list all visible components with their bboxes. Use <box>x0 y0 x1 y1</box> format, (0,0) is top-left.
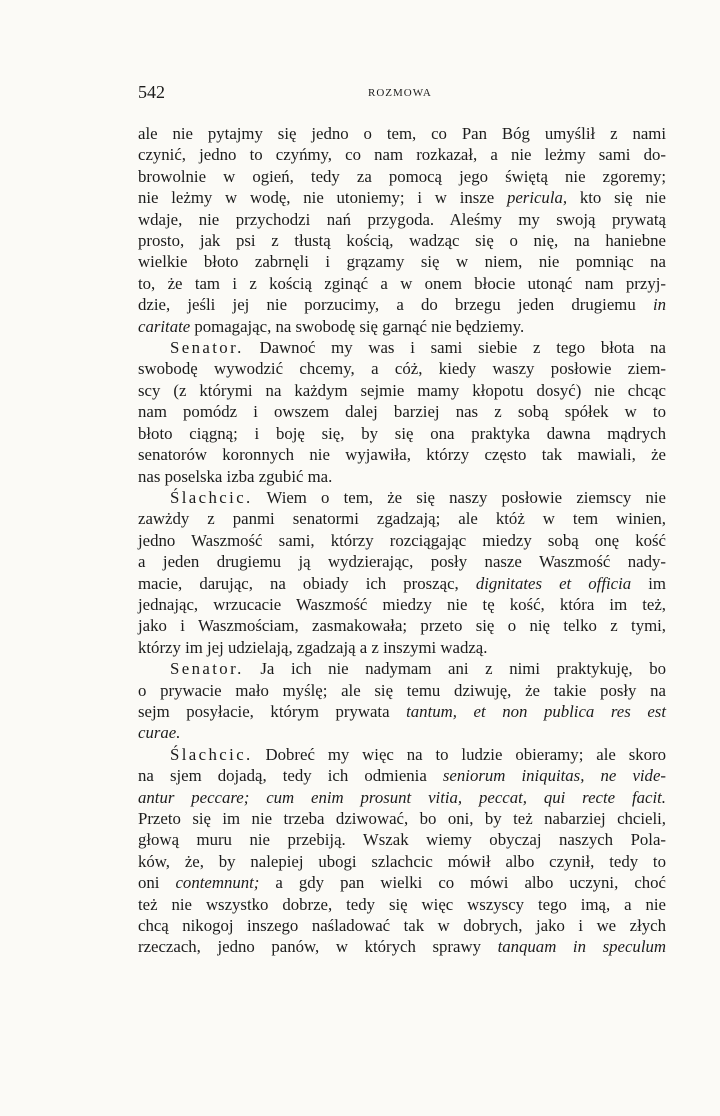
text-line <box>138 230 666 251</box>
text-run: czynić, jedno to czyńmy, co nam rozkazał, a nie leżmy sami do- <box>138 145 666 165</box>
text-run: oni <box>138 873 176 893</box>
text-line <box>138 358 666 379</box>
text-run: Przeto się im nie trzeba dziwować, bo oni, by też nabarziej chcieli, <box>138 809 666 828</box>
body-text <box>138 123 666 958</box>
text-line <box>138 594 666 615</box>
running-head: ROZMOWA <box>368 87 432 99</box>
latin-phrase: contemnunt; <box>175 873 260 893</box>
latin-phrase: caritate <box>138 316 191 336</box>
text-line <box>138 744 666 765</box>
text-run: wdaje, nie przychodzi nań przygoda. Aleśmy my swoją prywatą <box>138 209 666 229</box>
text-run: swobodę wywodzić chcemy, a cóż, kiedy waszy posłowie ziem- <box>138 359 666 379</box>
text-line <box>138 573 666 594</box>
text-run: im <box>631 573 666 593</box>
latin-phrase: tanquam in speculum <box>497 937 666 957</box>
text-run: dzie, jeśli jej nie porzucimy, a do brzegu jeden drugiemu <box>138 295 653 315</box>
page-header <box>138 82 666 106</box>
text-run: senatorów koronnych nie wyjawiła, którzy często tak mawiali, że <box>138 445 666 465</box>
speaker-name: Senator. <box>170 338 244 358</box>
text-line <box>138 380 666 401</box>
text-run: browolnie w ogień, tedy za pomocą jego świętą nie zgoremy; <box>138 166 666 186</box>
text-line <box>138 851 666 872</box>
text-run: ków, że, by nalepiej ubogi szlachcic mówił albo czynił, tedy to <box>138 851 666 871</box>
text-run: nam pomódz i owszem dalej barziej nas z sobą spółek w to <box>138 402 666 422</box>
text-run: sejm posyłacie, którym prywata <box>138 701 407 721</box>
text-run: jako i Waszmościam, zasmakowała; przeto się o nię telko z tymi, <box>138 616 666 636</box>
text-line <box>138 680 666 701</box>
text-run: głową muru nie przebiją. Wszak wiemy obyczaj naszych Pola- <box>138 830 666 850</box>
text-run: błoto ciągną; i boję się, by się ona praktyka dawna mądrych <box>138 423 666 443</box>
latin-phrase: pericula, <box>506 188 568 208</box>
text-run: jednając, wrzucacie Waszmość miedzy nie tę kość, która im też, <box>138 594 666 614</box>
latin-phrase: antur peccare; cum enim prosunt vitia, peccat, qui recte facit. <box>138 787 666 807</box>
page-number: 542 <box>138 82 165 102</box>
text-run: wielkie błoto zabrnęli i grązamy się w niem, nie pomniąc na <box>138 252 666 272</box>
text-line <box>138 166 666 187</box>
text-run: Dawnoć my was i sami siebie z tego błota na <box>243 338 666 358</box>
text-line <box>138 658 666 679</box>
latin-phrase: in <box>652 295 666 315</box>
text-run: macie, darując, na obiady ich prosząc, <box>138 573 476 593</box>
text-run: a jeden drugiemu ją wydzierając, posły nasze Waszmość nady- <box>138 552 666 572</box>
latin-phrase: dignitates et officia <box>475 573 632 593</box>
text-line <box>138 551 666 572</box>
speaker-name: Ślachcic. <box>170 744 253 764</box>
text-line <box>138 701 666 722</box>
text-run: rzeczach, jedno panów, w których sprawy <box>138 937 498 957</box>
text-line <box>138 294 666 315</box>
text-line <box>138 337 666 358</box>
text-run: prosto, jak psi z tłustą kością, wadząc się o nię, na haniebne <box>138 231 666 251</box>
text-run: scy (z którymi na każdym sejmie mamy kłopotu dosyć) nie chcąc <box>138 380 666 400</box>
text-run: nie leżmy w wodę, nie utoniemy; i w insze <box>138 188 507 208</box>
text-run: kto się nie <box>567 188 666 208</box>
text-line <box>138 637 666 658</box>
text-line <box>138 487 666 508</box>
text-run: ale nie pytajmy się jedno o tem, co Pan Bóg umyślił z nami <box>138 124 666 143</box>
latin-phrase: seniorum iniquitas, ne vide- <box>442 766 666 786</box>
text-line <box>138 615 666 636</box>
text-line <box>138 915 666 936</box>
text-line <box>138 508 666 529</box>
text-line <box>138 872 666 893</box>
text-line <box>138 829 666 850</box>
text-line <box>138 936 666 957</box>
text-run: o prywacie mało myślę; ale się temu dziwuję, że takie posły na <box>138 680 666 700</box>
text-run: to, że tam i z kością zginąć a w onem błocie utonąć nam przyj- <box>138 273 666 293</box>
text-run: Wiem o tem, że się naszy posłowie ziemscy nie <box>252 487 666 507</box>
text-line <box>138 123 666 144</box>
text-run: którzy im jej udzielają, zgadzają a z inszymi wadzą. <box>138 637 488 657</box>
text-run: jedno Waszmość sami, którzy rozciągając miedzy sobą onę kość <box>138 530 666 550</box>
text-line <box>138 251 666 272</box>
speaker-name: Senator. <box>170 659 244 679</box>
text-line <box>138 401 666 422</box>
text-run: na sjem dojadą, tedy ich odmienia <box>138 766 443 786</box>
text-run: też nie wszystko dobrze, tedy się więc wszyscy tego imą, a nie <box>138 894 666 914</box>
latin-phrase: curae. <box>138 723 181 743</box>
text-line <box>138 423 666 444</box>
text-run: chcą nikogoj inszego naśladować tak w dobrych, jako i we złych <box>138 916 666 936</box>
text-run: nas poselska izba zgubić ma. <box>138 466 333 486</box>
text-run: Ja ich nie nadymam ani z nimi praktykuję, bo <box>243 659 666 679</box>
text-line <box>138 444 666 465</box>
text-run: zawżdy z panmi senatormi zgadzają; ale któż w tem winien, <box>138 509 666 529</box>
text-line <box>138 273 666 294</box>
text-line <box>138 894 666 915</box>
speaker-name: Ślachcic. <box>170 487 253 507</box>
text-line <box>138 530 666 551</box>
text-line <box>138 808 666 829</box>
text-line <box>138 209 666 230</box>
text-line <box>138 316 666 337</box>
latin-phrase: tantum, et non publica res est <box>406 701 666 721</box>
text-line <box>138 187 666 208</box>
text-line <box>138 722 666 743</box>
text-line <box>138 144 666 165</box>
text-run: a gdy pan wielki co mówi albo uczyni, choć <box>259 873 666 893</box>
text-run: Dobreć my więc na to ludzie obieramy; ale skoro <box>252 744 666 764</box>
text-line <box>138 787 666 808</box>
text-run: pomagając, na swobodę się garnąć nie będziemy. <box>190 316 525 336</box>
text-line <box>138 466 666 487</box>
text-line <box>138 765 666 786</box>
